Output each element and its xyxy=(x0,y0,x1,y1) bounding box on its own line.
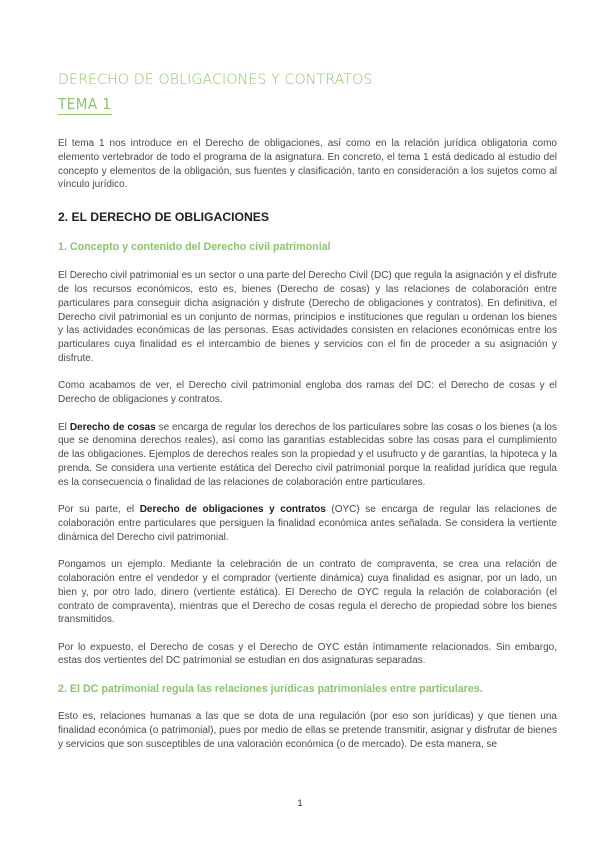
paragraph-4 xyxy=(58,503,557,544)
paragraph-3-bold: Derecho de cosas xyxy=(69,421,156,433)
paragraph-2: Como acabamos de ver, el Derecho civil patrimonial engloba dos ramas del DC: el Derecho de cosas y el Derecho de obligaciones y contratos. xyxy=(58,380,557,406)
paragraph-3-post: se encarga de regular los derechos de los particulares sobre las cosas o los bienes (a los que se denomina derechos reales), así como las garantías establecidas sobre las cosas para el cumplimiento de las obligaciones. Ejemplos de derechos reales son la propiedad y el usufructo y de garantías, la hipoteca y la prenda. Se considera una vertiente estática del Derecho civil patrimonial porque la realidad jurídica que regula es la consecuencia o finalidad de las relaciones de colaboración entre particulares. xyxy=(58,421,557,488)
paragraph-4-pre: Por su parte, el xyxy=(58,504,140,516)
paragraph-1: El Derecho civil patrimonial es un sector o una parte del Derecho Civil (DC) que regula la asignación y el disfrute de los recursos económicos, esto es, bienes (Derecho de cosas) y las relaciones de colaboración entre particulares para conseguir dicha asignación y disfrute (Derecho de obligaciones y contratos). En definitiva, el Derecho civil patrimonial es un conjunto de normas, principios e instituciones que regulan u ordenan los bienes y las actividades económicas de las personas. Esas actividades consisten en relaciones económicas entre los particulares cuya finalidad es el intercambio de bienes y servicios con el fin de proceder a su asignación y disfrute. xyxy=(58,270,557,364)
subtitle-wrap xyxy=(58,90,557,115)
paragraph-7: Esto es, relaciones humanas a las que se dota de una regulación (por eso son jurídicas) y que tienen una finalidad económica (o patrimonial), pues por medio de ellas se pretende transmitir, asignar y disfrutar de bienes y servicios que son susceptibles de una valoración económica (o de mercado). De esta manera, se xyxy=(58,711,557,750)
page-number: 1 xyxy=(297,798,303,809)
paragraph-4-bold: Derecho de obligaciones y contratos xyxy=(139,504,326,516)
page-content xyxy=(58,70,557,752)
document-subtitle: TEMA 1 xyxy=(58,95,112,113)
paragraph-3-pre: El xyxy=(58,421,70,433)
subsection-heading-1: 1. Concepto y contenido del Derecho civil patrimonial xyxy=(58,241,331,254)
paragraph-4-post: (OYC) se encarga de regular las relaciones de colaboración entre particulares que persiguen la finalidad económica antes señalada. Se considera la vertiente dinámica del Derecho civil patrimonial. xyxy=(58,504,558,543)
paragraph-6: Por lo expuesto, el Derecho de cosas y el Derecho de OYC están íntimamente relacionados. Sin embargo, estas dos vertientes del DC patrimonial se estudian en dos asignaturas separadas. xyxy=(58,641,557,667)
intro-paragraph: El tema 1 nos introduce en el Derecho de obligaciones, así como en la relación jurídica obligatoria como elemento vertebrador de todo el programa de la asignatura. En concreto, el tema 1 está dedicado al estudio del concepto y elementos de la obligación, sus fuentes y clasificación, tanto en consideración a los sujetos como al vínculo jurídico. xyxy=(58,138,557,191)
paragraph-5: Pongamos un ejemplo. Mediante la celebración de un contrato de compraventa, se crea una relación de colaboración entre el vendedor y el comprador (vertiente dinámica) cuya finalidad es asignar, por un lado, un bien y, por otro lado, dinero (vertiente estática). El Derecho de OYC regula la relación de colaboración (el contrato de compraventa), mientras que el Derecho de cosas regula el derecho de propiedad sobre los bienes transmitidos. xyxy=(58,559,557,626)
paragraph-3 xyxy=(58,421,557,490)
subsection-heading-2: 2. El DC patrimonial regula las relaciones jurídicas patrimoniales entre particulares. xyxy=(58,683,483,696)
section-heading: 2. EL DERECHO DE OBLIGACIONES xyxy=(58,210,270,225)
document-title: DERECHO DE OBLIGACIONES Y CONTRATOS xyxy=(58,72,373,88)
